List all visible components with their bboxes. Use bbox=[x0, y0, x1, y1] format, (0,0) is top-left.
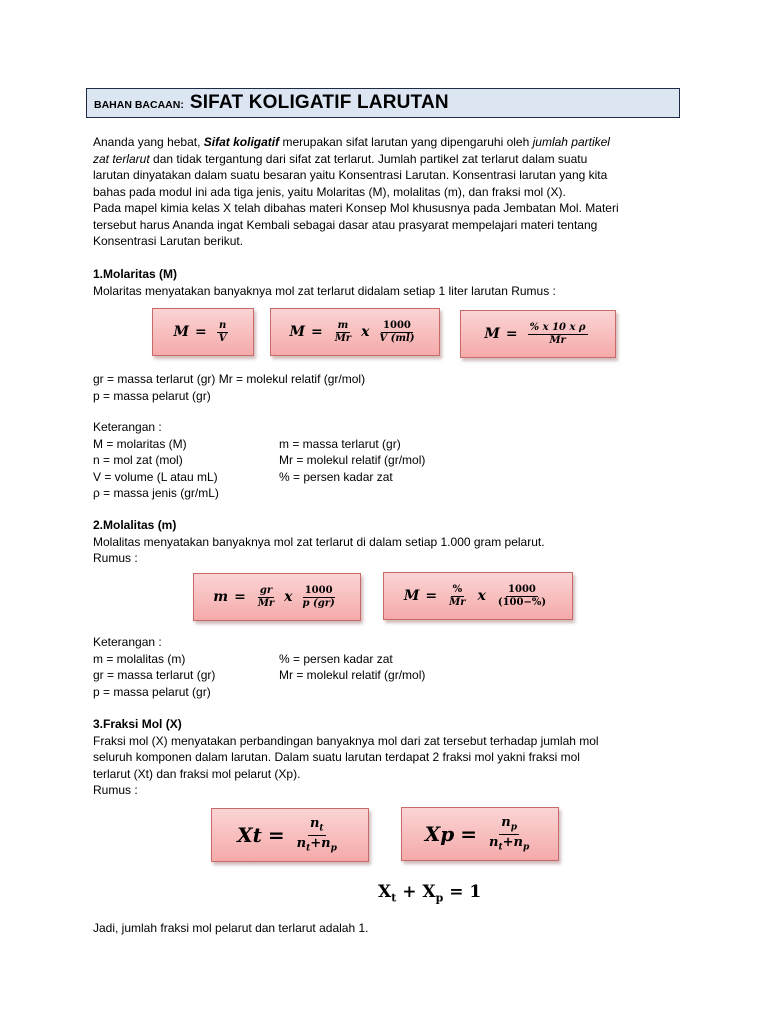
formula-lhs: M bbox=[289, 324, 305, 340]
fraction bbox=[377, 320, 416, 345]
legend-right-column bbox=[279, 436, 425, 486]
rumus-label: Rumus : bbox=[93, 551, 138, 565]
subscript: p bbox=[510, 822, 518, 833]
symbol: n bbox=[321, 835, 331, 851]
symbol: n bbox=[489, 834, 499, 850]
subscript: t bbox=[306, 843, 311, 854]
fraction bbox=[528, 322, 588, 347]
fraksi-sum-equation bbox=[378, 882, 481, 904]
formula-molalitas-mass bbox=[193, 573, 361, 621]
intro-line: bahas pada modul ini ada tiga jenis, yaitu Molaritas (M), molalitas (m), dan fraksi mol (X). bbox=[93, 184, 566, 199]
numerator bbox=[499, 815, 519, 834]
symbol: n bbox=[296, 835, 307, 851]
intro-line: tersebut harus Ananda ingat Kembali sebagai dasar atau prasyarat mempelajari materi tentang bbox=[93, 217, 598, 232]
section-title: 2.Molalitas (m) bbox=[93, 518, 177, 532]
section-line: terlarut (Xt) dan fraksi mol pelarut (Xp). bbox=[93, 766, 301, 781]
legend-item: Mr = molekul relatif (gr/mol) bbox=[279, 668, 426, 682]
equals-sign: = bbox=[505, 326, 518, 342]
intro-line: Konsentrasi Larutan berikut. bbox=[93, 234, 244, 248]
formula-fraksi-pelarut bbox=[401, 807, 559, 861]
equals-sign: = bbox=[449, 882, 470, 902]
section-line: Fraksi mol (X) menyatakan perbandingan banyaknya mol dari zat tersebut terhadap jumlah mol bbox=[93, 733, 599, 748]
formula-lhs: Xt bbox=[237, 823, 262, 847]
numerator: % bbox=[452, 583, 463, 595]
legend-item: V = volume (L atau mL) bbox=[93, 469, 218, 484]
formula-fraksi-terlarut bbox=[211, 808, 369, 862]
numerator: n bbox=[218, 319, 227, 331]
numerator: gr bbox=[259, 584, 273, 596]
legend-columns bbox=[93, 651, 683, 703]
numerator: 1000 bbox=[304, 584, 333, 596]
header-label: BAHAN BACAAN: bbox=[94, 99, 184, 111]
legend-item: n = mol zat (mol) bbox=[93, 453, 183, 467]
intro-line: Pada mapel kimia kelas X telah dibahas materi Konsep Mol khususnya pada Jembatan Mol. Materi bbox=[93, 201, 619, 215]
intro-text: Ananda yang hebat, bbox=[93, 135, 204, 149]
legend-item: m = molalitas (m) bbox=[93, 651, 186, 666]
plus-sign: + bbox=[402, 882, 423, 902]
numerator: % x 10 x ρ bbox=[529, 321, 586, 333]
intro-paragraph bbox=[93, 134, 683, 250]
legend-right-column bbox=[279, 651, 425, 684]
equals-sign: = bbox=[425, 588, 438, 604]
subscript: t bbox=[498, 842, 503, 853]
denominator bbox=[295, 836, 339, 854]
denominator: Mr bbox=[334, 332, 352, 344]
denominator: V (ml) bbox=[379, 332, 415, 344]
fraction bbox=[295, 816, 339, 854]
section-title: 1.Molaritas (M) bbox=[93, 267, 178, 281]
numerator: 1000 bbox=[508, 583, 536, 595]
section-line: seluruh komponen dalam larutan. Dalam suatu larutan terdapat 2 fraksi mol yakni fraksi mol bbox=[93, 750, 580, 764]
fraction bbox=[301, 585, 337, 610]
denominator: Mr bbox=[257, 597, 275, 609]
subscript: t bbox=[391, 891, 397, 905]
legend-item: gr = massa terlarut (gr) bbox=[93, 668, 216, 682]
numerator: 1000 bbox=[383, 319, 411, 331]
times-sign: x bbox=[477, 588, 486, 604]
formula-lhs: M bbox=[173, 324, 189, 340]
formula-lhs: M bbox=[403, 588, 420, 604]
legend-left-column bbox=[93, 436, 219, 502]
subscript: p bbox=[435, 891, 444, 905]
title-banner bbox=[86, 88, 680, 118]
subscript: p bbox=[522, 842, 530, 853]
intro-line bbox=[93, 134, 683, 151]
subscript: p bbox=[330, 843, 337, 854]
page-title: SIFAT KOLIGATIF LARUTAN bbox=[189, 92, 449, 113]
denominator: p (gr) bbox=[302, 597, 335, 609]
formula-lhs: m bbox=[213, 589, 229, 605]
conclusion-text: Jadi, jumlah fraksi mol pelarut dan terlarut adalah 1. bbox=[93, 921, 369, 935]
times-sign: x bbox=[284, 589, 293, 605]
subscript: t bbox=[319, 823, 324, 834]
plus-sign: + bbox=[502, 834, 514, 850]
legend-columns bbox=[93, 436, 683, 504]
denominator: V bbox=[218, 332, 227, 344]
fraction bbox=[217, 320, 229, 345]
denominator bbox=[487, 835, 531, 853]
note-line: gr = massa terlarut (gr) Mr = molekul relatif (gr/mol) bbox=[93, 372, 366, 386]
section-description: Molaritas menyatakan banyaknya mol zat terlarut didalam setiap 1 liter larutan Rumus : bbox=[93, 283, 556, 298]
molaritas-legend bbox=[93, 419, 683, 504]
intro-italic: jumlah partikel bbox=[532, 135, 610, 149]
molalitas-legend bbox=[93, 634, 683, 703]
section-title: 3.Fraksi Mol (X) bbox=[93, 717, 182, 731]
molalitas-section bbox=[93, 517, 683, 567]
denominator: Mr bbox=[549, 334, 566, 346]
intro-italic: zat terlarut bbox=[93, 151, 150, 166]
equals-sign: = bbox=[310, 324, 323, 340]
denominator: (100−%) bbox=[497, 596, 547, 608]
symbol: n bbox=[309, 816, 320, 832]
equals-sign: = bbox=[460, 822, 477, 846]
legend-item: % = persen kadar zat bbox=[279, 469, 393, 484]
legend-left-column bbox=[93, 651, 215, 701]
rumus-label: Rumus : bbox=[93, 783, 138, 797]
fraction bbox=[447, 584, 467, 609]
symbol: n bbox=[501, 815, 511, 831]
formula-lhs: M bbox=[484, 326, 500, 342]
intro-line bbox=[93, 151, 683, 168]
intro-text: merupakan sifat larutan yang dipengaruhi oleh bbox=[279, 135, 533, 149]
symbol: X bbox=[378, 882, 392, 902]
legend-item: m = massa terlarut (gr) bbox=[279, 436, 401, 451]
legend-item: M = molaritas (M) bbox=[93, 436, 187, 451]
fraction bbox=[487, 815, 531, 853]
intro-line: larutan dinyatakan dalam suatu besaran yaitu Konsentrasi Larutan. Konsentrasi larutan yang kita bbox=[93, 168, 608, 182]
fraction bbox=[333, 320, 353, 345]
legend-item: % = persen kadar zat bbox=[279, 651, 393, 666]
equals-sign: = bbox=[234, 589, 246, 605]
molaritas-section bbox=[93, 266, 683, 299]
formula-molaritas-mass bbox=[270, 308, 440, 356]
fraksi-section bbox=[93, 716, 683, 799]
note-line: p = massa pelarut (gr) bbox=[93, 388, 211, 403]
formula-molaritas-basic bbox=[152, 308, 254, 356]
fraction bbox=[256, 585, 276, 610]
legend-title: Keterangan : bbox=[93, 420, 162, 434]
molaritas-notes bbox=[93, 371, 683, 404]
formula-molaritas-percent bbox=[460, 310, 616, 358]
legend-title: Keterangan : bbox=[93, 635, 162, 649]
conclusion bbox=[93, 920, 683, 937]
numerator: m bbox=[337, 319, 349, 331]
denominator: Mr bbox=[449, 596, 466, 608]
fraction bbox=[496, 584, 548, 609]
numerator bbox=[308, 816, 326, 835]
symbol: n bbox=[513, 834, 523, 850]
legend-item: ρ = massa jenis (gr/mL) bbox=[93, 486, 219, 500]
intro-text: dan tidak tergantung dari sifat zat terlarut. Jumlah partikel zat terlarut dalam suatu bbox=[149, 151, 588, 166]
plus-sign: + bbox=[310, 835, 322, 851]
rhs-value: 1 bbox=[469, 882, 482, 902]
formula-molalitas-percent bbox=[383, 572, 573, 620]
legend-item: Mr = molekul relatif (gr/mol) bbox=[279, 453, 426, 467]
times-sign: x bbox=[361, 324, 370, 340]
section-description: Molalitas menyatakan banyaknya mol zat terlarut di dalam setiap 1.000 gram pelarut. bbox=[93, 534, 545, 549]
symbol: X bbox=[422, 882, 436, 902]
intro-emphasis: Sifat koligatif bbox=[203, 135, 280, 149]
equals-sign: = bbox=[195, 324, 207, 340]
formula-lhs: Xp bbox=[424, 822, 455, 846]
legend-item: p = massa pelarut (gr) bbox=[93, 684, 211, 699]
equals-sign: = bbox=[267, 823, 285, 847]
